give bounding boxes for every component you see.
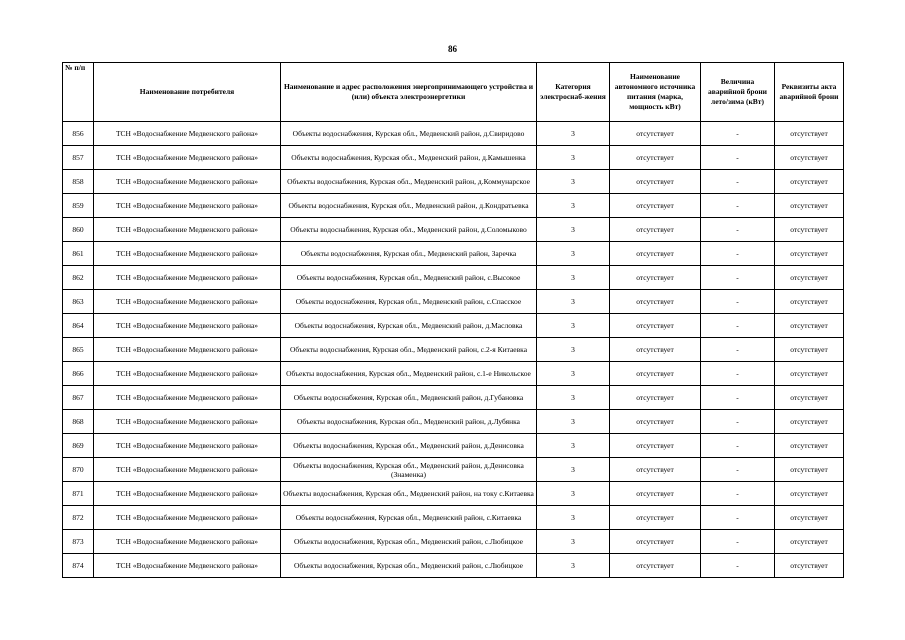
table-row <box>63 410 844 434</box>
cell-num: 863 <box>63 290 94 314</box>
header-category: Категория электроснаб-жения <box>537 63 610 122</box>
cell-category: 3 <box>537 530 610 554</box>
cell-consumer: ТСН «Водоснабжение Медвенского района» <box>94 242 281 266</box>
cell-object: Объекты водоснабжения, Курская обл., Медвенский район, на току с.Китаевка <box>281 482 537 506</box>
cell-object: Объекты водоснабжения, Курская обл., Медвенский район, с.Спасское <box>281 290 537 314</box>
cell-object: Объекты водоснабжения, Курская обл., Медвенский район, с.2-я Китаевка <box>281 338 537 362</box>
cell-num: 859 <box>63 194 94 218</box>
cell-object: Объекты водоснабжения, Курская обл., Медвенский район, Заречка <box>281 242 537 266</box>
table-row <box>63 386 844 410</box>
cell-consumer: ТСН «Водоснабжение Медвенского района» <box>94 530 281 554</box>
table-row <box>63 434 844 458</box>
cell-backup-source: отсутствует <box>610 290 701 314</box>
cell-emergency-reserve: - <box>701 218 775 242</box>
cell-act-details: отсутствует <box>775 290 844 314</box>
cell-emergency-reserve: - <box>701 482 775 506</box>
cell-backup-source: отсутствует <box>610 314 701 338</box>
cell-backup-source: отсутствует <box>610 482 701 506</box>
cell-num: 872 <box>63 506 94 530</box>
cell-consumer: ТСН «Водоснабжение Медвенского района» <box>94 338 281 362</box>
cell-object: Объекты водоснабжения, Курская обл., Медвенский район, д.Масловка <box>281 314 537 338</box>
cell-category: 3 <box>537 362 610 386</box>
cell-emergency-reserve: - <box>701 338 775 362</box>
table-row <box>63 146 844 170</box>
cell-consumer: ТСН «Водоснабжение Медвенского района» <box>94 146 281 170</box>
cell-object: Объекты водоснабжения, Курская обл., Медвенский район, с.Высокое <box>281 266 537 290</box>
cell-category: 3 <box>537 506 610 530</box>
cell-category: 3 <box>537 194 610 218</box>
cell-emergency-reserve: - <box>701 458 775 482</box>
table-header <box>63 63 844 122</box>
cell-category: 3 <box>537 242 610 266</box>
cell-consumer: ТСН «Водоснабжение Медвенского района» <box>94 482 281 506</box>
cell-emergency-reserve: - <box>701 314 775 338</box>
cell-category: 3 <box>537 314 610 338</box>
cell-object: Объекты водоснабжения, Курская обл., Медвенский район, д.Губановка <box>281 386 537 410</box>
cell-backup-source: отсутствует <box>610 530 701 554</box>
cell-consumer: ТСН «Водоснабжение Медвенского района» <box>94 266 281 290</box>
cell-num: 868 <box>63 410 94 434</box>
cell-backup-source: отсутствует <box>610 218 701 242</box>
cell-consumer: ТСН «Водоснабжение Медвенского района» <box>94 122 281 146</box>
cell-act-details: отсутствует <box>775 146 844 170</box>
cell-act-details: отсутствует <box>775 434 844 458</box>
cell-consumer: ТСН «Водоснабжение Медвенского района» <box>94 194 281 218</box>
cell-act-details: отсутствует <box>775 362 844 386</box>
cell-act-details: отсутствует <box>775 242 844 266</box>
table-row <box>63 266 844 290</box>
cell-category: 3 <box>537 434 610 458</box>
cell-emergency-reserve: - <box>701 266 775 290</box>
header-emergency-reserve: Величина аварийной брони лето/зима (кВт) <box>701 63 775 122</box>
cell-act-details: отсутствует <box>775 410 844 434</box>
cell-emergency-reserve: - <box>701 386 775 410</box>
header-consumer: Наименование потребителя <box>94 63 281 122</box>
cell-consumer: ТСН «Водоснабжение Медвенского района» <box>94 170 281 194</box>
header-num: № п/п <box>63 63 94 122</box>
cell-act-details: отсутствует <box>775 506 844 530</box>
cell-num: 858 <box>63 170 94 194</box>
cell-emergency-reserve: - <box>701 506 775 530</box>
cell-emergency-reserve: - <box>701 170 775 194</box>
cell-object: Объекты водоснабжения, Курская обл., Медвенский район, д.Коммунарское <box>281 170 537 194</box>
table-row <box>63 314 844 338</box>
cell-act-details: отсутствует <box>775 458 844 482</box>
cell-act-details: отсутствует <box>775 386 844 410</box>
cell-consumer: ТСН «Водоснабжение Медвенского района» <box>94 218 281 242</box>
cell-consumer: ТСН «Водоснабжение Медвенского района» <box>94 506 281 530</box>
cell-category: 3 <box>537 146 610 170</box>
cell-act-details: отсутствует <box>775 530 844 554</box>
table-row <box>63 194 844 218</box>
cell-emergency-reserve: - <box>701 290 775 314</box>
cell-act-details: отсутствует <box>775 218 844 242</box>
cell-backup-source: отсутствует <box>610 170 701 194</box>
cell-consumer: ТСН «Водоснабжение Медвенского района» <box>94 362 281 386</box>
cell-emergency-reserve: - <box>701 530 775 554</box>
cell-consumer: ТСН «Водоснабжение Медвенского района» <box>94 410 281 434</box>
cell-num: 867 <box>63 386 94 410</box>
cell-backup-source: отсутствует <box>610 338 701 362</box>
cell-act-details: отсутствует <box>775 482 844 506</box>
cell-object: Объекты водоснабжения, Курская обл., Медвенский район, с.Китаевка <box>281 506 537 530</box>
cell-num: 873 <box>63 530 94 554</box>
cell-num: 874 <box>63 554 94 578</box>
table-row <box>63 242 844 266</box>
cell-object: Объекты водоснабжения, Курская обл., Медвенский район, с.Любицкое <box>281 554 537 578</box>
cell-consumer: ТСН «Водоснабжение Медвенского района» <box>94 314 281 338</box>
page-number: 86 <box>448 44 457 54</box>
cell-backup-source: отсутствует <box>610 194 701 218</box>
cell-category: 3 <box>537 218 610 242</box>
cell-emergency-reserve: - <box>701 146 775 170</box>
cell-act-details: отсутствует <box>775 170 844 194</box>
table-row <box>63 170 844 194</box>
cell-act-details: отсутствует <box>775 314 844 338</box>
cell-num: 870 <box>63 458 94 482</box>
cell-num: 869 <box>63 434 94 458</box>
cell-backup-source: отсутствует <box>610 434 701 458</box>
cell-act-details: отсутствует <box>775 554 844 578</box>
cell-num: 864 <box>63 314 94 338</box>
table-row <box>63 290 844 314</box>
table-body <box>63 122 844 578</box>
cell-act-details: отсутствует <box>775 338 844 362</box>
cell-category: 3 <box>537 290 610 314</box>
table-row <box>63 554 844 578</box>
cell-object: Объекты водоснабжения, Курская обл., Медвенский район, д.Денисовка (Знаменка) <box>281 458 537 482</box>
cell-num: 856 <box>63 122 94 146</box>
header-act-details: Реквизиты акта аварийной брони <box>775 63 844 122</box>
cell-num: 865 <box>63 338 94 362</box>
cell-emergency-reserve: - <box>701 194 775 218</box>
table-row <box>63 338 844 362</box>
cell-backup-source: отсутствует <box>610 146 701 170</box>
cell-act-details: отсутствует <box>775 122 844 146</box>
cell-category: 3 <box>537 410 610 434</box>
cell-consumer: ТСН «Водоснабжение Медвенского района» <box>94 458 281 482</box>
cell-object: Объекты водоснабжения, Курская обл., Медвенский район, д.Соломыково <box>281 218 537 242</box>
cell-category: 3 <box>537 554 610 578</box>
cell-act-details: отсутствует <box>775 194 844 218</box>
registry-table <box>62 62 844 578</box>
cell-category: 3 <box>537 170 610 194</box>
cell-emergency-reserve: - <box>701 122 775 146</box>
cell-category: 3 <box>537 122 610 146</box>
cell-consumer: ТСН «Водоснабжение Медвенского района» <box>94 554 281 578</box>
cell-num: 871 <box>63 482 94 506</box>
cell-consumer: ТСН «Водоснабжение Медвенского района» <box>94 434 281 458</box>
cell-backup-source: отсутствует <box>610 554 701 578</box>
cell-object: Объекты водоснабжения, Курская обл., Медвенский район, д.Денисовка <box>281 434 537 458</box>
header-backup-source: Наименование автономного источника питания (марка, мощность кВт) <box>610 63 701 122</box>
cell-backup-source: отсутствует <box>610 410 701 434</box>
cell-object: Объекты водоснабжения, Курская обл., Медвенский район, с.1-е Никольское <box>281 362 537 386</box>
cell-object: Объекты водоснабжения, Курская обл., Медвенский район, д.Свиридово <box>281 122 537 146</box>
cell-category: 3 <box>537 338 610 362</box>
cell-consumer: ТСН «Водоснабжение Медвенского района» <box>94 290 281 314</box>
cell-backup-source: отсутствует <box>610 506 701 530</box>
cell-object: Объекты водоснабжения, Курская обл., Медвенский район, д.Камышенка <box>281 146 537 170</box>
cell-consumer: ТСН «Водоснабжение Медвенского района» <box>94 386 281 410</box>
cell-emergency-reserve: - <box>701 554 775 578</box>
table-row <box>63 122 844 146</box>
cell-backup-source: отсутствует <box>610 386 701 410</box>
cell-emergency-reserve: - <box>701 410 775 434</box>
cell-category: 3 <box>537 458 610 482</box>
cell-num: 860 <box>63 218 94 242</box>
cell-act-details: отсутствует <box>775 266 844 290</box>
header-object: Наименование и адрес расположения энергопринимающего устройства и (или) объекта электроэнергетики <box>281 63 537 122</box>
cell-num: 857 <box>63 146 94 170</box>
cell-object: Объекты водоснабжения, Курская обл., Медвенский район, д.Лубянка <box>281 410 537 434</box>
cell-object: Объекты водоснабжения, Курская обл., Медвенский район, д.Кондратьевка <box>281 194 537 218</box>
cell-category: 3 <box>537 482 610 506</box>
cell-emergency-reserve: - <box>701 362 775 386</box>
table-row <box>63 530 844 554</box>
cell-backup-source: отсутствует <box>610 122 701 146</box>
header-row <box>63 63 844 122</box>
cell-backup-source: отсутствует <box>610 458 701 482</box>
table-row <box>63 482 844 506</box>
cell-category: 3 <box>537 386 610 410</box>
table-row <box>63 218 844 242</box>
cell-emergency-reserve: - <box>701 434 775 458</box>
cell-backup-source: отсутствует <box>610 242 701 266</box>
table-row <box>63 458 844 482</box>
table-row <box>63 362 844 386</box>
cell-num: 866 <box>63 362 94 386</box>
cell-backup-source: отсутствует <box>610 362 701 386</box>
cell-backup-source: отсутствует <box>610 266 701 290</box>
table-row <box>63 506 844 530</box>
cell-category: 3 <box>537 266 610 290</box>
cell-emergency-reserve: - <box>701 242 775 266</box>
cell-object: Объекты водоснабжения, Курская обл., Медвенский район, с.Любицкое <box>281 530 537 554</box>
cell-num: 862 <box>63 266 94 290</box>
cell-num: 861 <box>63 242 94 266</box>
